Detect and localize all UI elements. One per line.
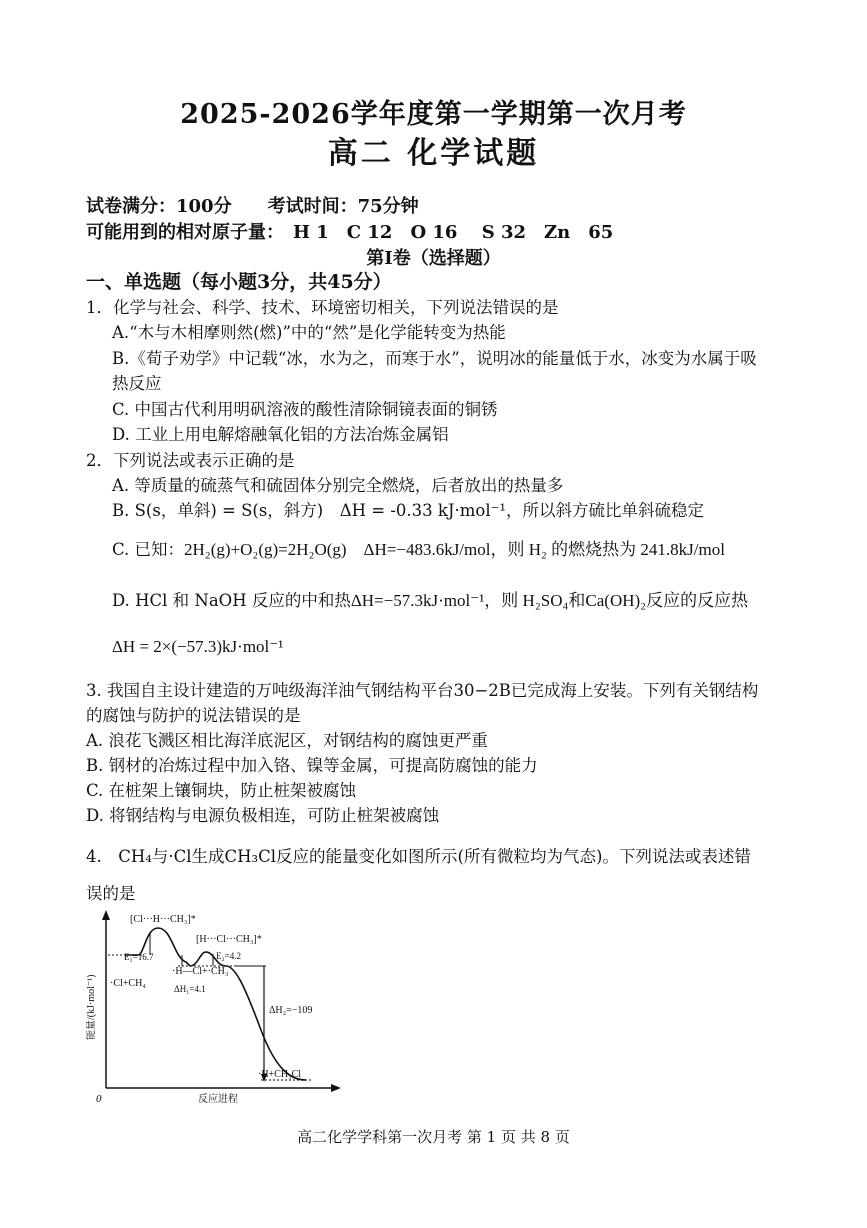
q3-option-b: B. 钢材的冶炼过程中加入铬、镍等金属，可提高防腐蚀的能力 xyxy=(86,756,538,775)
q4-stem-cont: 误的是 xyxy=(86,884,136,903)
q2-option-d-label: D. HCl 和 NaOH 反应的中和热 xyxy=(112,591,351,610)
intermediate-label: ·H—Cl+·CH₃ xyxy=(172,966,229,977)
x-axis-label: 反应进程 xyxy=(198,1094,238,1105)
y-axis-arrow xyxy=(102,910,110,920)
q1-option-d: D. 工业上用电解熔融氧化铝的方法冶炼金属铝 xyxy=(112,425,449,444)
q1-option-b-cont: 热反应 xyxy=(112,374,162,393)
q2-option-d xyxy=(112,586,748,611)
page-footer: 高二化学学科第一次月考 第 1 页 共 8 页 xyxy=(297,1128,570,1146)
exam-subtitle: 高二 化学试题 xyxy=(327,136,540,171)
atomic-mass-line: 可能用到的相对原子量： H 1 C 12 O 16 S 32 Zn 65 xyxy=(86,222,614,243)
q1-option-c: C. 中国古代利用明矾溶液的酸性清除铜镜表面的铜锈 xyxy=(112,400,498,419)
products-label: ·H+CH₃Cl xyxy=(258,1069,302,1080)
e2-label: E₂=4.2 xyxy=(216,951,241,961)
dh1-label: ΔH₁=4.1 xyxy=(174,984,206,994)
section-title: 第Ⅰ卷（选择题） xyxy=(366,248,501,269)
part1-title: 一、单选题（每小题3分，共45分） xyxy=(86,271,392,293)
q3-option-d: D. 将钢结构与电源负极相连，可防止桩架被腐蚀 xyxy=(86,806,440,825)
q2-option-d-equation: ΔH=−57.3kJ·mol⁻¹，则 H₂SO₄和Ca(OH)₂反应的反应热 xyxy=(350,591,749,610)
q2-option-c xyxy=(112,535,725,560)
exam-title: 2025-2026学年度第一学期第一次月考 xyxy=(180,99,687,130)
energy-diagram xyxy=(86,910,346,1105)
ts2-label: [H···Cl···CH₃]* xyxy=(196,934,262,945)
y-axis-label: 能量/(kJ·mol⁻¹) xyxy=(86,974,97,1040)
ts1-label: [Cl···H···CH₃]* xyxy=(130,914,196,925)
q1-option-a: A.“木与木相摩则然(燃)”中的“然”是化学能转变为热能 xyxy=(112,323,506,342)
q3-option-c: C. 在桩架上镶铜块，防止桩架被腐蚀 xyxy=(86,781,357,800)
q3-stem: 3. 我国自主设计建造的万吨级海洋油气钢结构平台30−2B已完成海上安装。下列有关钢结构 xyxy=(86,681,759,700)
q2-stem: 2．下列说法或表示正确的是 xyxy=(86,451,295,470)
x-axis-arrow xyxy=(331,1084,341,1092)
e1-label: E₁=16.7 xyxy=(124,952,154,962)
q2-option-b: B. S(s，单斜) = S(s，斜方) ΔH = -0.33 kJ·mol⁻¹，所以斜方硫比单斜硫稳定 xyxy=(112,501,704,520)
q1-stem: 1．化学与社会、科学、技术、环境密切相关，下列说法错误的是 xyxy=(86,298,559,317)
q2-option-c-equation: 2H₂(g)+O₂(g)=2H₂O(g) ΔH=−483.6kJ/mol，则 H₂ 的燃烧热为 241.8kJ/mol xyxy=(184,540,725,559)
q3-stem-cont: 的腐蚀与防护的说法错误的是 xyxy=(86,706,301,725)
q4-stem: 4. CH₄与·Cl生成CH₃Cl反应的能量变化如图所示(所有微粒均为气态)。下列说法或表述错 xyxy=(86,847,751,866)
q2-option-d-cont: ΔH = 2×(−57.3)kJ·mol⁻¹ xyxy=(112,637,284,656)
dh2-label: ΔH₂=−109 xyxy=(269,1005,313,1016)
reactants-label: ·Cl+CH₄ xyxy=(110,978,146,989)
q3-option-a: A. 浪花飞溅区相比海洋底泥区，对钢结构的腐蚀更严重 xyxy=(86,731,488,750)
q1-option-b: B.《荀子劝学》中记载“冰，水为之，而寒于水”，说明冰的能量低于水，冰变为水属于吸 xyxy=(112,349,757,368)
origin-label: 0 xyxy=(96,1093,102,1105)
q2-option-a: A. 等质量的硫蒸气和硫固体分别完全燃烧，后者放出的热量多 xyxy=(112,476,564,495)
exam-info-line1: 试卷满分：100分 考试时间：75分钟 xyxy=(86,196,419,217)
q2-option-c-label: C. 已知： xyxy=(112,540,185,559)
